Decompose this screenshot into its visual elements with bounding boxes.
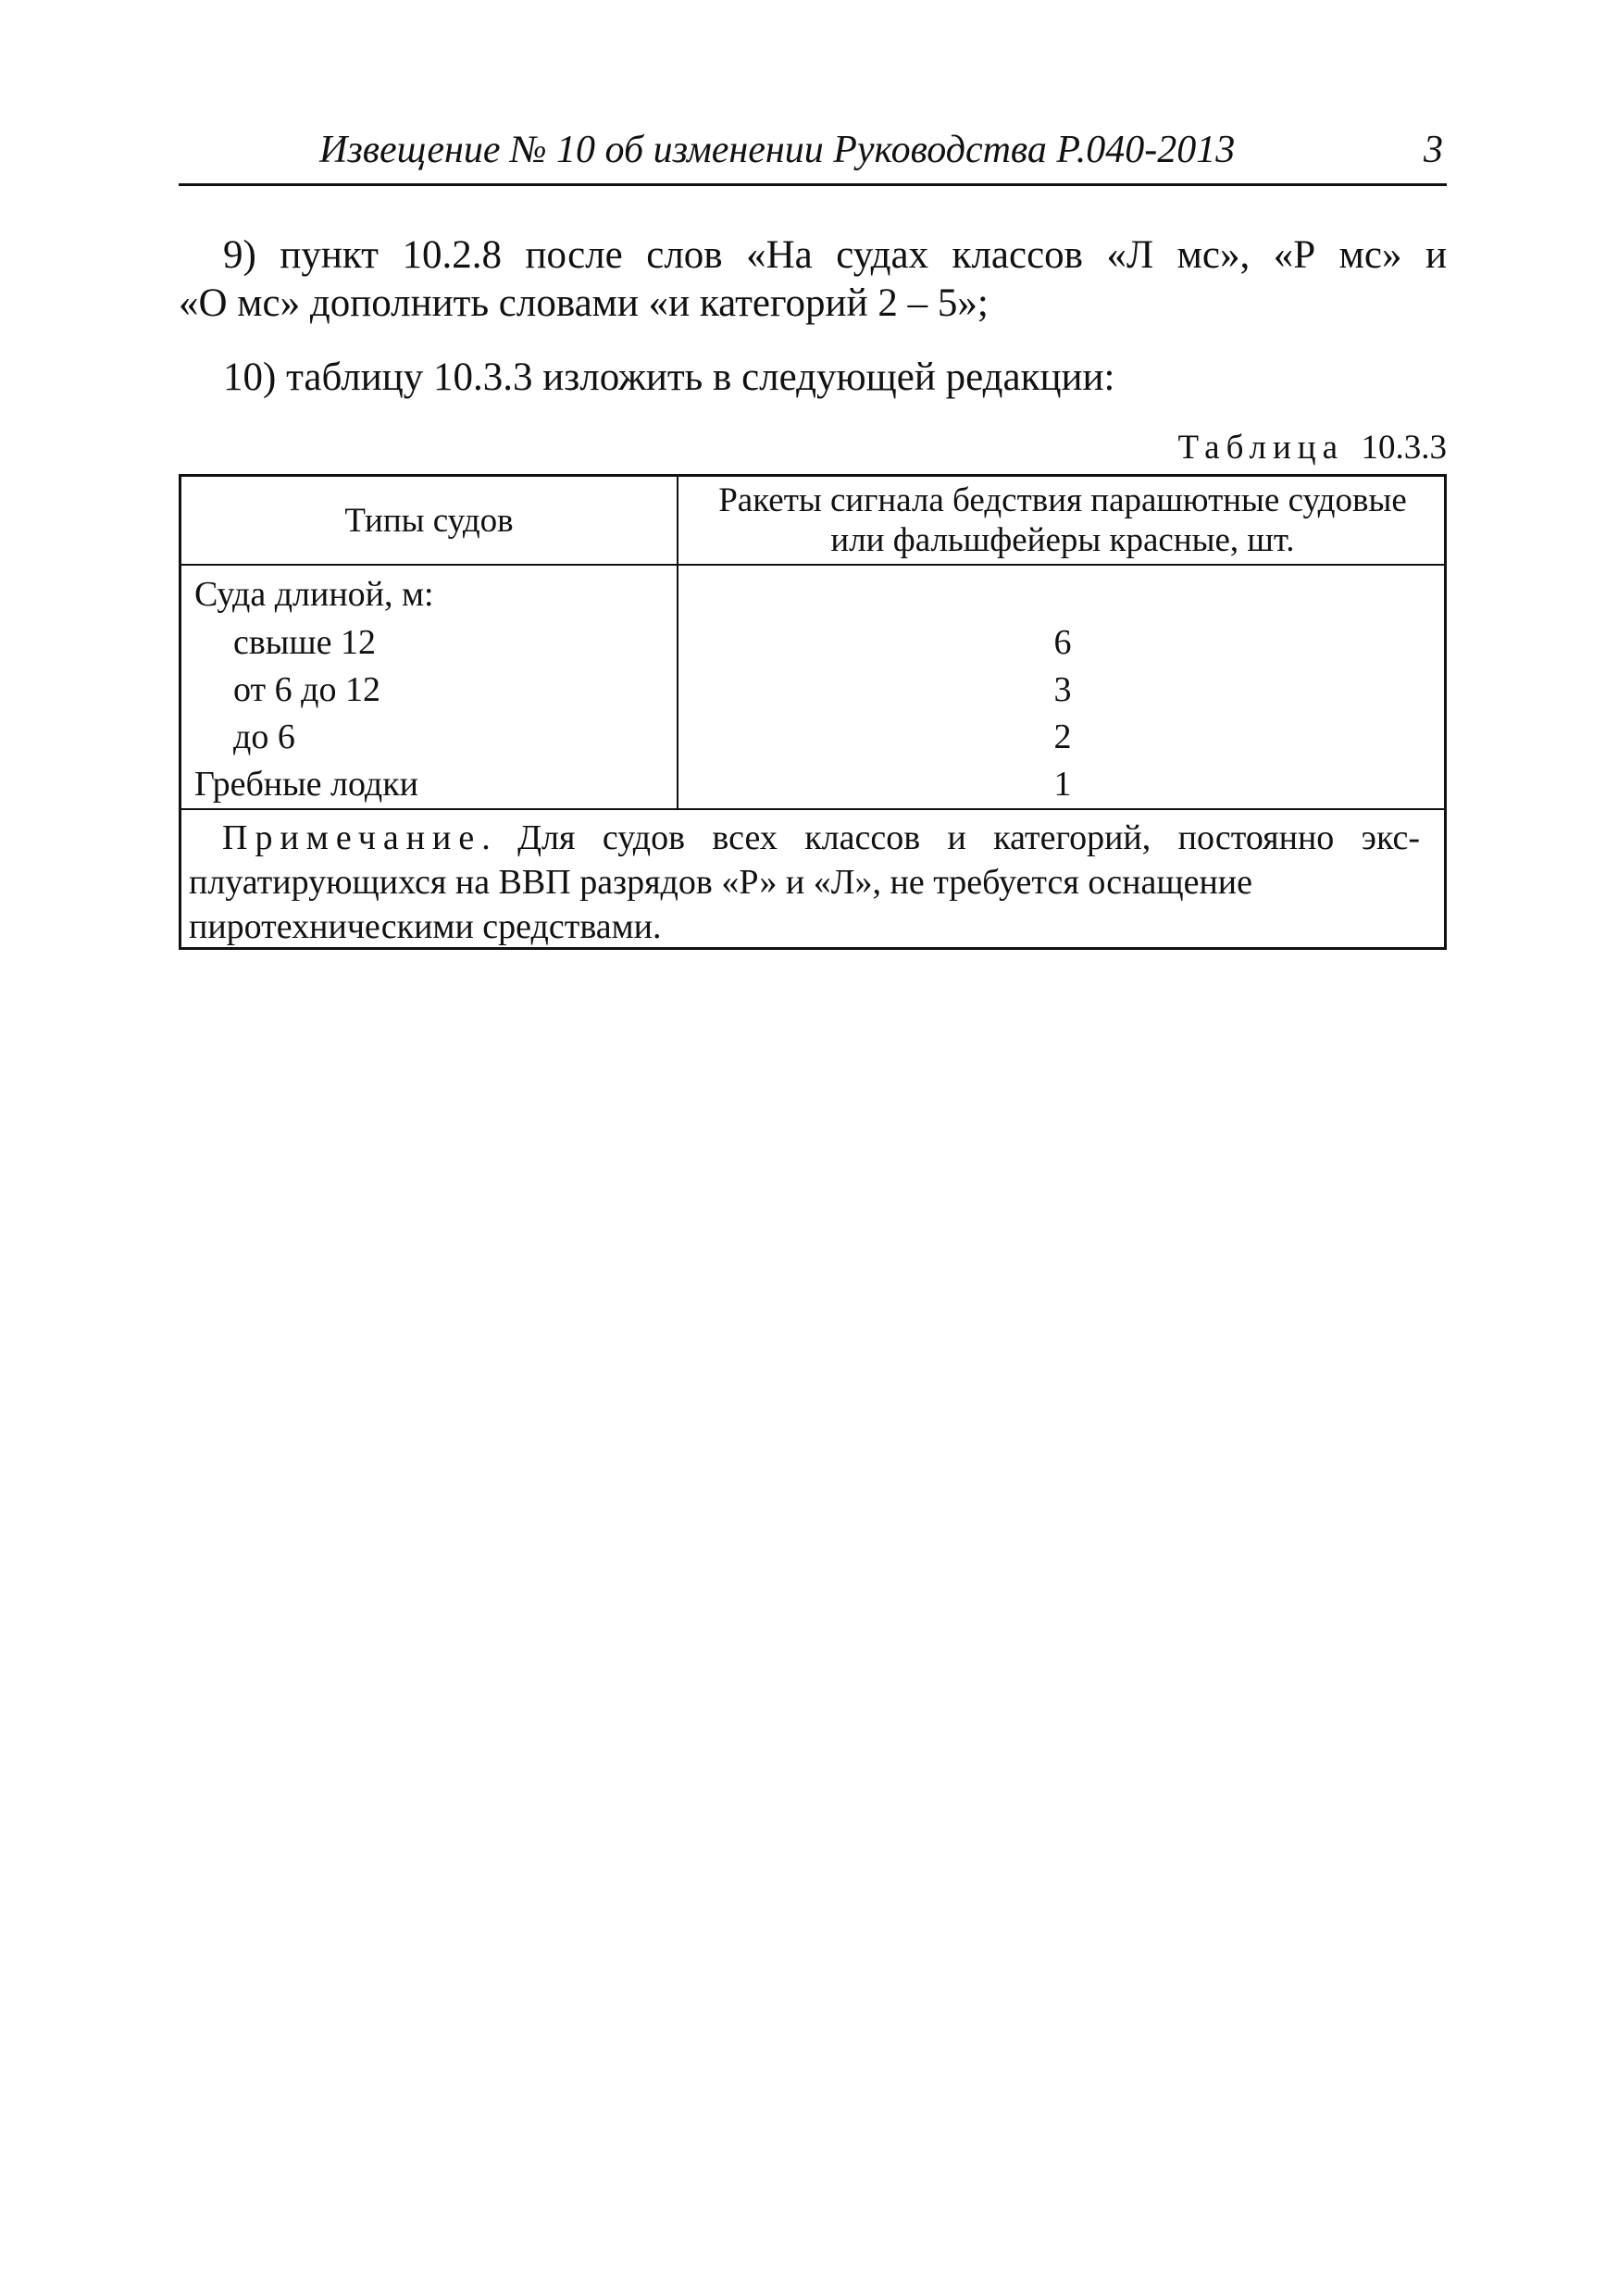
item-9-line-2: «О мс» дополнить словами «и категорий 2 – 5»; — [179, 281, 989, 325]
note-divider — [181, 808, 1444, 810]
item-10-paragraph: 10) таблицу 10.3.3 изложить в следующей редакции: — [223, 356, 1115, 399]
table-row-label: свыше 12 — [233, 623, 376, 662]
column-header-flares — [678, 480, 1447, 564]
column-header-flares-line-1: Ракеты сигнала бедствия парашютные судовые — [718, 481, 1407, 519]
table-row-label: до 6 — [233, 718, 295, 756]
table-caption-word: Таблица — [1177, 429, 1344, 467]
item-9-paragraph — [179, 231, 1447, 328]
table-note-line-1 — [189, 816, 1420, 860]
table-note-line-1-text: . Для судов всех классов и категорий, постоянно экс- — [481, 818, 1420, 857]
table-caption-number: 10.3.3 — [1361, 429, 1447, 467]
table-row-value: 1 — [1053, 765, 1072, 804]
table-note-heading: Примечание — [222, 818, 482, 857]
table-row-label: Суда длиной, м: — [194, 575, 434, 614]
item-9-line-1: 9) пункт 10.2.8 после слов «На судах классов «Л мс», «Р мс» и — [223, 233, 1447, 277]
page-number: 3 — [1424, 129, 1443, 171]
table-row-label: от 6 до 12 — [233, 670, 380, 709]
column-header-vessel-types: Типы судов — [344, 501, 514, 540]
page-header — [179, 126, 1447, 186]
column-header-flares-line-2: или фальшфейеры красные, шт. — [830, 521, 1295, 559]
table-note — [189, 816, 1420, 949]
vessel-flares-table — [179, 474, 1447, 950]
table-caption — [1178, 428, 1448, 468]
table-row-value: 2 — [1053, 718, 1072, 756]
header-divider — [181, 564, 1444, 566]
table-row-label: Гребные лодки — [194, 765, 419, 804]
table-row-value: 6 — [1053, 623, 1072, 662]
table-row-value: 3 — [1053, 670, 1072, 709]
header-title: Извещение № 10 об изменении Руководства Р.040-2013 — [319, 129, 1236, 171]
table-note-rest: плуатирующихся на ВВП разрядов «Р» и «Л», не требуется оснащение пиротехническими средствами. — [189, 863, 1252, 946]
